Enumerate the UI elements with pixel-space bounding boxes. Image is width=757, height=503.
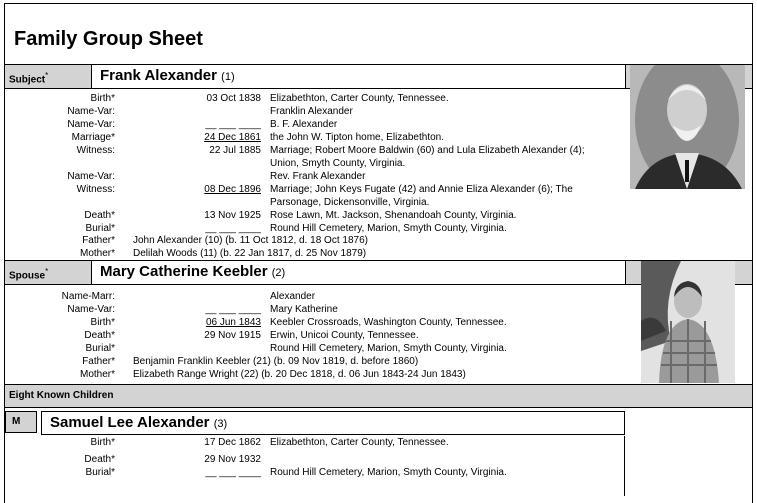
event-place[interactable]: Elizabethton, Carter County, Tennessee. bbox=[270, 93, 449, 104]
event-place[interactable]: Rev. Frank Alexander bbox=[270, 171, 366, 182]
event-label: Burial* bbox=[85, 223, 115, 234]
spouse-number: (2) bbox=[271, 267, 286, 279]
father-label: Father* bbox=[82, 356, 115, 367]
event-label: Burial* bbox=[85, 343, 115, 354]
family-group-sheet bbox=[4, 3, 753, 503]
event-date: __ ___ ____ bbox=[205, 119, 261, 130]
event-place[interactable]: Erwin, Unicoi County, Tennessee. bbox=[270, 330, 419, 341]
event-date: __ ___ ____ bbox=[205, 304, 261, 315]
portrait-illustration bbox=[630, 65, 745, 189]
event-place[interactable]: B. F. Alexander bbox=[270, 119, 338, 130]
portrait-illustration bbox=[641, 261, 735, 383]
event-label: Birth* bbox=[90, 317, 115, 328]
spouse-portrait-photo bbox=[641, 261, 735, 383]
spouse-mother[interactable]: Elizabeth Range Wright (22) (b. 20 Dec 1818, d. 06 Jun 1843-24 Jun 1843) bbox=[133, 369, 466, 380]
subject-father[interactable]: John Alexander (10) (b. 11 Oct 1812, d. 18 Oct 1876) bbox=[133, 235, 368, 246]
event-label: Name-Var: bbox=[67, 171, 115, 182]
child-header bbox=[5, 411, 625, 435]
child-number: (3) bbox=[213, 418, 228, 430]
event-label: Burial* bbox=[85, 467, 115, 478]
event-place[interactable]: Mary Katherine bbox=[270, 304, 338, 315]
event-label: Marriage* bbox=[71, 132, 115, 143]
event-date: 08 Dec 1896 bbox=[204, 184, 261, 195]
event-date: 29 Nov 1915 bbox=[204, 330, 261, 341]
event-place[interactable]: the John W. Tipton home, Elizabethton. bbox=[270, 132, 444, 143]
event-place[interactable]: Round Hill Cemetery, Marion, Smyth County, Virginia. bbox=[270, 343, 507, 354]
event-label: Name-Var: bbox=[67, 106, 115, 117]
event-date: 29 Nov 1932 bbox=[204, 454, 261, 465]
event-label: Death* bbox=[84, 454, 115, 465]
event-place[interactable]: Round Hill Cemetery, Marion, Smyth County, Virginia. bbox=[270, 223, 507, 234]
mother-label: Mother* bbox=[79, 369, 115, 380]
event-date: 22 Jul 1885 bbox=[209, 145, 261, 156]
event-place[interactable]: Elizabethton, Carter County, Tennessee. bbox=[270, 437, 449, 448]
event-date: 17 Dec 1862 bbox=[204, 437, 261, 448]
children-header-label: Eight Known Children bbox=[9, 390, 114, 401]
event-date: 06 Jun 1843 bbox=[205, 317, 261, 328]
event-date: 13 Nov 1925 bbox=[204, 210, 261, 221]
event-place[interactable]: Franklin Alexander bbox=[270, 106, 353, 117]
spouse-tag-marker: * bbox=[45, 267, 49, 276]
subject-tag-label: Subject bbox=[9, 74, 46, 86]
event-label: Name-Var: bbox=[67, 119, 115, 130]
subject-mother[interactable]: Delilah Woods (11) (b. 22 Jan 1817, d. 25 Nov 1879) bbox=[133, 248, 367, 259]
event-date: 03 Oct 1838 bbox=[206, 93, 261, 104]
event-label: Birth* bbox=[90, 93, 115, 104]
event-date: 24 Dec 1861 bbox=[204, 132, 261, 143]
event-label: Death* bbox=[84, 330, 115, 341]
child-name-box[interactable] bbox=[41, 411, 625, 435]
event-label: Witness: bbox=[76, 145, 115, 156]
event-date: __ ___ ____ bbox=[205, 467, 261, 478]
subject-tag-marker: * bbox=[45, 71, 49, 80]
spouse-tag-label: Spouse bbox=[9, 270, 46, 282]
event-place[interactable]: Parsonage, Dickensonville, Virginia. bbox=[270, 197, 430, 208]
event-place[interactable]: Union, Smyth County, Virginia. bbox=[270, 158, 406, 169]
event-place[interactable]: Marriage; Robert Moore Baldwin (60) and Lula Elizabeth Alexander (4); bbox=[270, 145, 585, 156]
page-title: Family Group Sheet bbox=[14, 28, 203, 50]
spouse-father[interactable]: Benjamin Franklin Keebler (21) (b. 09 Nov 1819, d. before 1860) bbox=[133, 356, 419, 367]
children-header bbox=[5, 384, 752, 408]
mother-label: Mother* bbox=[79, 248, 115, 259]
child-sex-tag: M bbox=[5, 411, 37, 433]
spouse-name: Mary Catherine Keebler bbox=[100, 263, 268, 280]
event-place[interactable]: Marriage; John Keys Fugate (42) and Annie Eliza Alexander (6); The bbox=[270, 184, 573, 195]
event-label: Witness: bbox=[76, 184, 115, 195]
father-label: Father* bbox=[82, 235, 115, 246]
spouse-tag bbox=[5, 261, 89, 284]
event-place[interactable]: Rose Lawn, Mt. Jackson, Shenandoah County, Virginia. bbox=[270, 210, 517, 221]
subject-number: (1) bbox=[221, 71, 235, 83]
subject-name: Frank Alexander bbox=[100, 67, 217, 84]
event-label: Name-Var: bbox=[67, 304, 115, 315]
event-place[interactable]: Round Hill Cemetery, Marion, Smyth County, Virginia. bbox=[270, 467, 507, 478]
event-date: __ ___ ____ bbox=[205, 223, 261, 234]
event-label: Name-Marr: bbox=[61, 291, 115, 302]
spouse-header bbox=[5, 260, 752, 285]
event-label: Death* bbox=[84, 210, 115, 221]
event-place[interactable]: Keebler Crossroads, Washington County, Tennessee. bbox=[270, 317, 507, 328]
spouse-name-box[interactable] bbox=[91, 260, 626, 285]
subject-portrait-photo bbox=[630, 65, 745, 189]
event-place[interactable]: Alexander bbox=[270, 291, 316, 302]
child-name: Samuel Lee Alexander bbox=[50, 414, 210, 431]
subject-tag bbox=[5, 65, 89, 88]
event-label: Birth* bbox=[90, 437, 115, 448]
subject-name-box[interactable] bbox=[91, 64, 626, 89]
